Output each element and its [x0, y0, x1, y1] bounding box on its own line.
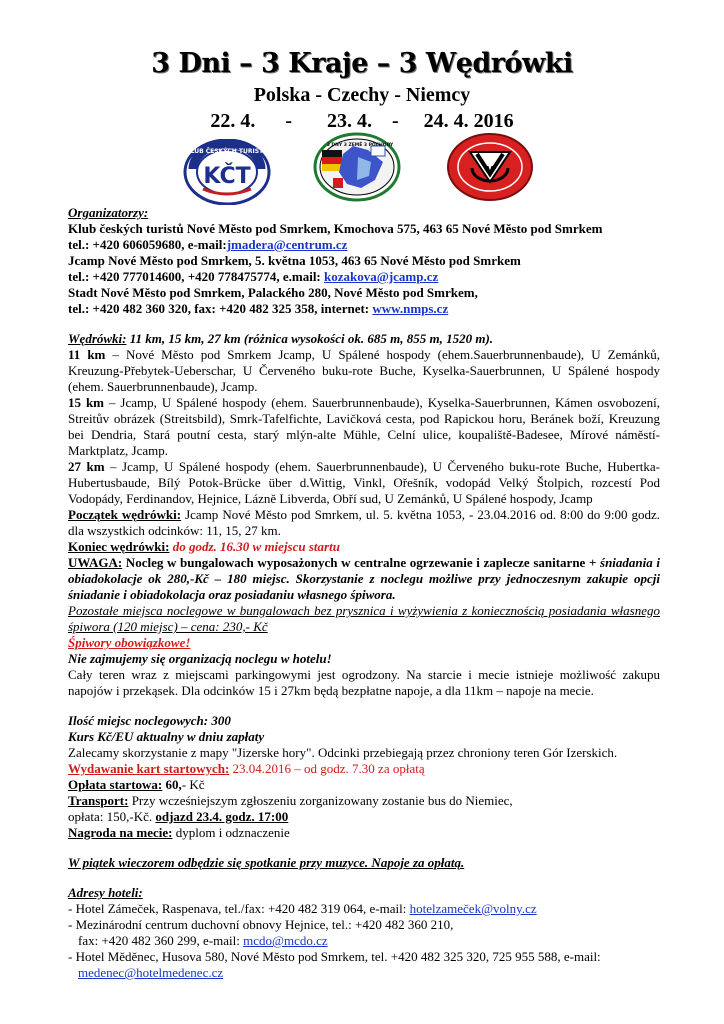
hotel-zamecek — [68, 901, 660, 917]
red-badge-logo — [446, 132, 534, 202]
info-transport-fee-text: opłata: 150,-Kč. — [68, 809, 156, 824]
info-transport — [68, 793, 660, 809]
info-cards — [68, 761, 660, 777]
organizer-town-contact — [68, 301, 660, 317]
routes-heading — [68, 331, 660, 347]
info-transport-text: Przy wcześniejszym zgłoszeniu zorganizowany zostanie bus do Niemiec, — [128, 793, 513, 808]
date-separator: - — [285, 110, 292, 132]
info-cards-text: 23.04.2016 – od godz. 7.30 za opłatą — [229, 761, 425, 776]
kct-logo-text: KLUB ČESKÝCH TURISTŮ — [185, 148, 269, 155]
organizer-kct-contact — [68, 237, 660, 253]
notice-section — [68, 555, 660, 699]
kct-logo-letters: KČT — [203, 164, 251, 189]
info-fee-label: Opłata startowa: — [68, 777, 163, 792]
route-11km — [68, 347, 660, 395]
event-dates — [0, 110, 724, 133]
info-award-text: dyplom i odznaczenie — [172, 825, 290, 840]
organizer-kct-email-link[interactable]: jmadera@centrum.cz — [226, 237, 348, 252]
info-fee — [68, 777, 660, 793]
hotel-medenec-contact — [68, 965, 660, 981]
info-transport-label: Transport: — [68, 793, 129, 808]
hotels-heading: Adresy hoteli: — [68, 885, 143, 900]
info-transport-departure: odjazd 23.4. godz. 17:00 — [155, 809, 289, 824]
info-friday: W piątek wieczorem odbędzie się spotkanie przy muzyce. Napoje za opłatą. — [68, 855, 465, 870]
info-award-label: Nagroda na mecie: — [68, 825, 173, 840]
countries: Polska - Czechy - Niemcy — [253, 84, 471, 106]
notice-uwaga — [68, 555, 660, 603]
route-27km-text: – Jcamp, U Spálené hospody (ehem. Sauerbrunnenbaude), U Červeného buku-rote Buche, Hubertka-Hubertusbaude, Bílý Potok-Brücke über d.Wittig, Vinkl, Ořešník, vodopád Velký Štolpich, rozcestí Pod Vodopády, Ferdinandov, Hejnice, Lázně Libverda, Obří sud, U Zemánků, U Spálené hospody, Jcamp — [68, 459, 660, 506]
info-cards-label: Wydawanie kart startowych: — [68, 761, 230, 776]
info-transport-fee — [68, 809, 660, 825]
document-body — [68, 205, 660, 981]
notice-no-hotel: Nie zajmujemy się organizacją noclegu w hotelu! — [68, 651, 332, 666]
notice-uwaga-label: UWAGA: — [68, 555, 123, 570]
route-end-text: do godz. 16.30 w miejscu startu — [169, 539, 340, 554]
route-15km-text: – Jcamp, U Spálené hospody (ehem. Sauerbrunnenbaude), Kyselka-Sauerbrunnen, Kámen osvobození, Streitův obrázek (Streitsbild), Smrk-Tafelfichte, Lavičková cesta, pod Rapickou horu, Beránek boží, Kreuzung bei Dendria, Stará poutní cesta, starý mlýn-alte Mühle, Celní ulice, koupaliště-Badesee, Mírové náměstí-Marktplatz, Jcamp. — [68, 395, 660, 458]
route-15km — [68, 395, 660, 459]
organizer-jcamp-contact — [68, 269, 660, 285]
hotel-zamecek-email-link[interactable]: hotelzameček@volny.cz — [409, 901, 537, 916]
organizer-town-website-link[interactable]: www.nmps.cz — [372, 301, 449, 316]
date-2: 23. 4. — [327, 110, 372, 132]
organizer-jcamp-address: Jcamp Nové Město pod Smrkem, 5. května 1053, 463 65 Nové Město pod Smrkem — [68, 253, 521, 268]
organizer-town-phone: tel.: +420 482 360 320, fax: +420 482 325 358, internet: — [68, 301, 373, 316]
info-award — [68, 825, 660, 841]
three-countries-logo — [313, 132, 401, 202]
date-separator: - — [392, 110, 399, 132]
routes-section — [68, 331, 660, 555]
hotel-medenec-email-link[interactable]: medenec@hotelmedenec.cz — [78, 965, 224, 980]
hotel-mcdo-email-link[interactable]: mcdo@mcdo.cz — [243, 933, 328, 948]
routes-heading-text: 11 km, 15 km, 27 km (różnica wysokości ok. 685 m, 855 m, 1520 m). — [126, 331, 494, 346]
notice-sleeping-bags: Śpiwory obowiązkowe! — [68, 635, 191, 650]
hotels-section — [68, 885, 660, 981]
organizers-heading: Organizatorzy: — [68, 205, 149, 220]
route-start-text: Jcamp Nové Město pod Smrkem, ul. 5. května 1053, - 23.04.2016 od. 8:00 do 9:00 godz. dla wszystkich odcinków: 11, 15, 27 km. — [68, 507, 660, 538]
routes-heading-label: Wędrówki: — [68, 331, 127, 346]
route-end — [68, 539, 660, 555]
notice-other-places: Pozostałe miejsca noclegowe w bungalowach bez prysznica i wyżywienia z koniecznością posiadania własnego śpiwora (120 miejsc) – cena: 230,- Kč — [68, 603, 660, 634]
info-section — [68, 713, 660, 871]
route-11km-text: – Nové Město pod Smrkem Jcamp, U Spálené hospody (ehem.Sauerbrunnenbaude), U Zemánků, Kreuzung-Přebytek-Ueberschar, U Červeného buku-rote Buche, Kyselka-Sauerbrunnen, U Spálené hospody (ehem. Sauerbrunnenbaude), Jcamp. — [68, 347, 660, 394]
info-fee-unit: - Kč — [181, 777, 205, 792]
route-start — [68, 507, 660, 539]
three-countries-text: 3 DNY 3 ZEMĚ 3 POCHODY — [326, 143, 394, 148]
organizer-kct-address: Klub českých turistů Nové Město pod Smrkem, Kmochova 575, 463 65 Nové Město pod Smrkem — [68, 221, 603, 236]
red-badge-letter: V — [486, 165, 494, 174]
organizer-jcamp-phone: tel.: +420 777014600, +420 778475774, e.mail: — [68, 269, 325, 284]
route-27km — [68, 459, 660, 507]
hotel-mcdo-contact — [68, 933, 660, 949]
date-1: 22. 4. — [210, 110, 256, 132]
notice-fenced: Cały teren wraz z miejscami parkingowymi jest ogrodzony. Na starcie i mecie istnieje możliwość zakupu napojów i przekąsek. Dla odcinków 15 i 27km będą bezpłatne napoje, a dla 11km – napoje na mecie. — [68, 667, 660, 698]
hotel-zamecek-text: - Hotel Zámeček, Raspenava, tel./fax: +420 482 319 064, e-mail: — [68, 901, 410, 916]
hotel-mcdo-fax: fax: +420 482 360 299, e-mail: — [78, 933, 244, 948]
route-end-label: Koniec wędrówki: — [68, 539, 170, 554]
route-27km-label: 27 km — [68, 459, 105, 474]
organizer-kct-phone: tel.: +420 606059680, e-mail: — [68, 237, 227, 252]
hotel-mcdo: - Mezinárodní centrum duchovní obnovy Hejnice, tel.: +420 482 360 210, — [68, 917, 454, 932]
date-3: 24. 4. 2016 — [423, 110, 514, 132]
route-15km-label: 15 km — [68, 395, 105, 410]
route-11km-label: 11 km — [68, 347, 106, 362]
organizer-town-address: Stadt Nové Město pod Smrkem, Palackého 280, Nové Město pod Smrkem, — [68, 285, 478, 300]
page-title: 3 Dni – 3 Kraje – 3 Wędrówki — [151, 48, 573, 79]
route-start-label: Początek wędrówki: — [68, 507, 182, 522]
notice-uwaga-italic: śniadania i obiadokolacje ok 280,-Kč – 180 miejsc. Skorzystanie z noclegu możliwe przy jednoczesnym zakupie opcji śniadanie i obiadokolacja oraz posiadaniu własnego śpiwora. — [68, 555, 661, 602]
hotel-medenec: - Hotel Měděnec, Husova 580, Nové Město pod Smrkem, tel. +420 482 325 320, 725 955 588, e-mail: — [68, 949, 601, 964]
kct-logo — [183, 139, 271, 205]
notice-uwaga-text: Nocleg w bungalowach wyposażonych w centralne ogrzewanie i zaplecze sanitarne + — [122, 555, 601, 570]
info-rate: Kurs Kč/EU aktualny w dniu zapłaty — [68, 729, 265, 744]
info-map: Zalecamy skorzystanie z mapy "Jizerske hory". Odcinki przebiegają przez chroniony teren Gór Izerskich. — [68, 745, 618, 760]
organizers-section — [68, 205, 660, 317]
organizer-jcamp-email-link[interactable]: kozakova@jcamp.cz — [324, 269, 439, 284]
info-capacity: Ilość miejsc noclegowych: 300 — [68, 713, 231, 728]
info-fee-value: 60, — [162, 777, 182, 792]
